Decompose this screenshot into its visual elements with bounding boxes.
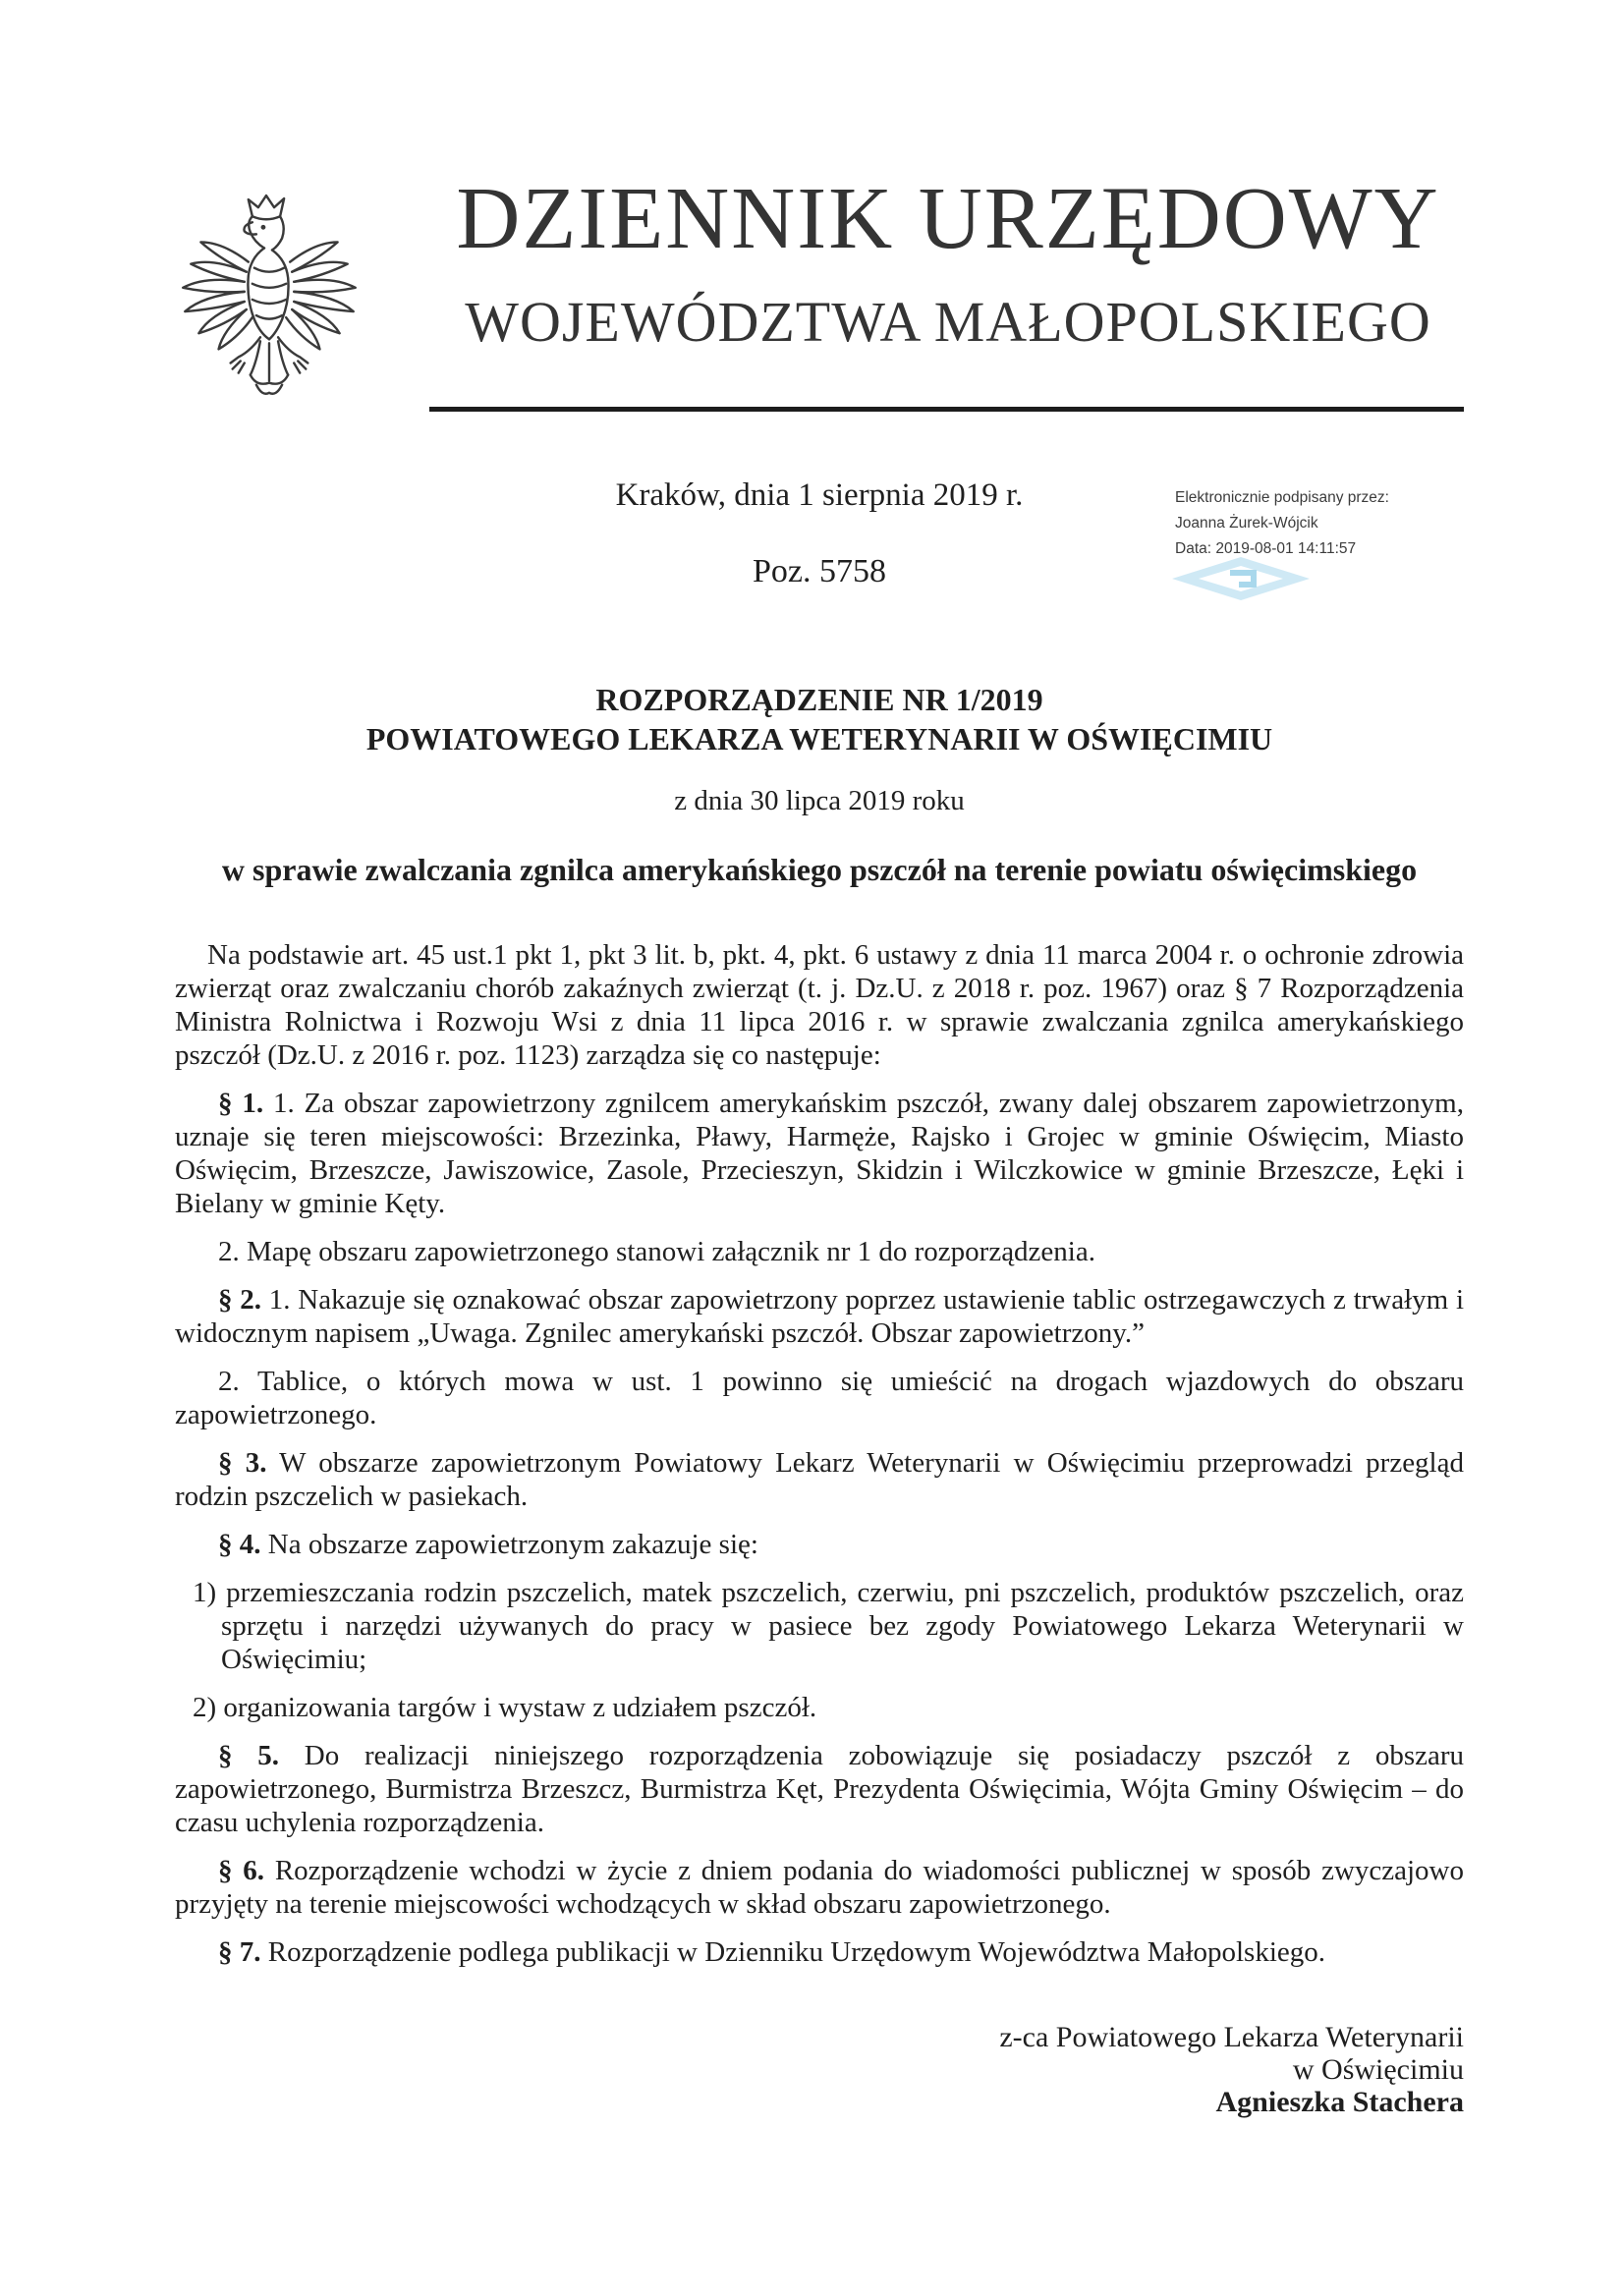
- paragraph-s6: § 6. Rozporządzenie wchodzi w życie z dniem podania do wiadomości publicznej w sposób zwyczajowo przyjęty na terenie miejscowości wchodzących w skład obszaru zapowietrzonego.: [175, 1855, 1465, 1920]
- act-title-line2: POWIATOWEGO LEKARZA WETERYNARII W OŚWIĘCIMIU: [365, 721, 1273, 756]
- paragraph-s1-1: § 1. 1. Za obszar zapowietrzony zgnilcem amerykańskim pszczół, zwany dalej obszarem zapowietrzonym, uznaje się teren miejscowości: Brzezinka, Pławy, Harmęże, Rajsko i Grojec w gminie Oświęcim, Miasto Oświęcim, Brzeszcze, Jawiszowice, Zasole, Przecieszyn, Skidzin i Wilczkowice w gminie Brzeszcze, Łęki i Bielany w gminie Kęty.: [175, 1088, 1464, 1219]
- list-item-2: 2) organizowania targów i wystaw z udziałem pszczół.: [193, 1692, 817, 1723]
- act-title-line1: ROZPORZĄDZENIE NR 1/2019: [595, 682, 1043, 717]
- act-subject-line: w sprawie zwalczania zgnilca amerykańskiego pszczół na terenie powiatu oświęcimskiego: [221, 852, 1418, 887]
- list-item-marker: 1): [193, 1577, 217, 1608]
- esignature-block: [1175, 485, 1480, 562]
- paragraph-legal-basis: Na podstawie art. 45 ust.1 pkt 1, pkt 3 lit. b, pkt. 4, pkt. 6 ustawy z dnia 11 marca 2004 r. o ochronie zdrowia zwierząt oraz zwalczaniu chorób zakaźnych zwierząt (t. j. Dz.U. z 2018 r. poz. 1967) oraz § 7 Rozporządzenia Ministra Rolnictwa i Rozwoju Wsi z dnia 11 lipca 2016 r. w sprawie zwalczania zgnilca amerykańskiego pszczół (Dz.U. z 2016 r. poz. 1123) zarządza się co następuje:: [175, 939, 1464, 1071]
- esignature-seal-icon: [1171, 556, 1311, 601]
- act-body: [175, 938, 1464, 2118]
- paragraph-s3: § 3. W obszarze zapowietrzonym Powiatowy Lekarz Weterynarii w Oświęcimiu przeprowadzi przegląd rodzin pszczelich w pasiekach.: [175, 1447, 1464, 1512]
- paragraph-s4: § 4. Na obszarze zapowietrzonym zakazuje się:: [218, 1529, 758, 1560]
- act-heading: [175, 680, 1464, 888]
- esignature-caption: Elektronicznie podpisany przez:: [1175, 489, 1389, 506]
- paragraph-s2-2: 2. Tablice, o których mowa w ust. 1 powinno się umieścić na drogach wjazdowych do obszaru zapowietrzonego.: [175, 1366, 1464, 1430]
- journal-region-title: WOJEWÓDZTWA MAŁOPOLSKIEGO: [465, 290, 1431, 354]
- signature-role-line2: w Oświęcimiu: [1292, 2053, 1464, 2086]
- paragraph-s7: § 7. Rozporządzenie podlega publikacji w Dzienniku Urzędowym Województwa Małopolskiego.: [218, 1936, 1326, 1968]
- journal-title: DZIENNIK URZĘDOWY: [456, 170, 1440, 267]
- place-date-line: Kraków, dnia 1 sierpnia 2019 r.: [615, 477, 1024, 513]
- signature-name: Agnieszka Stachera: [1215, 2086, 1464, 2118]
- act-date-line: z dnia 30 lipca 2019 roku: [674, 785, 965, 816]
- list-item-marker: 2): [193, 1692, 217, 1723]
- paragraph-s2-1: § 2. 1. Nakazuje się oznakować obszar zapowietrzony poprzez ustawienie tablic ostrzegawczych z trwałym i widocznym napisem „Uwaga. Zgnilec amerykański pszczół. Obszar zapowietrzony.”: [175, 1284, 1465, 1349]
- signature-role-line1: z-ca Powiatowego Lekarza Weterynarii: [999, 2021, 1464, 2053]
- masthead: [413, 172, 1484, 353]
- list-item-1: 1) przemieszczania rodzin pszczelich, matek pszczelich, czerwiu, pni pszczelich, produktów pszczelich, oraz sprzętu i narzędzi używanych do pracy w pasiece bez zgody Powiatowego Lekarza Weterynarii w Oświęcimiu;: [193, 1577, 1464, 1675]
- signature-block: [175, 2021, 1464, 2118]
- position-number: Poz. 5758: [753, 553, 886, 589]
- masthead-divider: [429, 407, 1464, 412]
- esignature-date: Data: 2019-08-01 14:11:57: [1175, 540, 1357, 557]
- paragraph-s1-2: 2. Mapę obszaru zapowietrzonego stanowi załącznik nr 1 do rozporządzenia.: [218, 1236, 1095, 1267]
- esignature-signer-name: Joanna Żurek-Wójcik: [1175, 515, 1318, 532]
- polish-eagle-emblem-icon: [175, 193, 364, 419]
- paragraph-s5: § 5. Do realizacji niniejszego rozporządzenia zobowiązuje się posiadaczy pszczół z obszaru zapowietrzonego, Burmistrza Brzeszcz, Burmistrza Kęt, Prezydenta Oświęcimia, Wójta Gminy Oświęcim – do czasu uchylenia rozporządzenia.: [175, 1740, 1465, 1838]
